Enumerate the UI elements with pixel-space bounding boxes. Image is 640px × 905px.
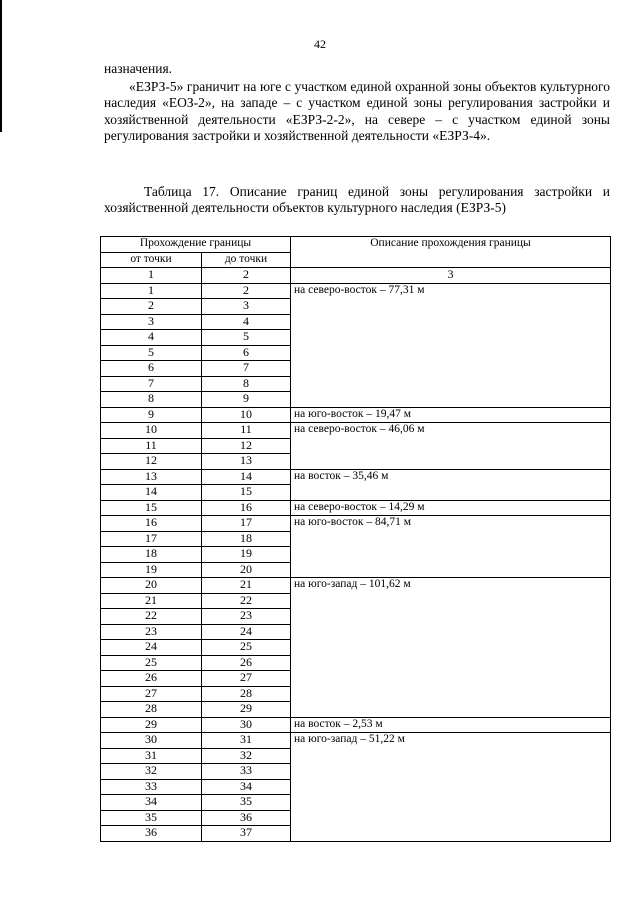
from-point-cell: 2 [101,299,202,315]
table-row [101,733,611,749]
to-point-cell: 28 [202,686,291,702]
from-point-cell: 23 [101,624,202,640]
to-point-cell: 36 [202,810,291,826]
from-point-cell: 4 [101,330,202,346]
to-point-cell: 35 [202,795,291,811]
from-point-cell: 21 [101,593,202,609]
from-point-cell: 10 [101,423,202,439]
from-point-cell: 29 [101,717,202,733]
table-row [101,469,611,485]
column-number-1: 1 [101,268,202,284]
from-point-cell: 35 [101,810,202,826]
from-point-cell: 7 [101,376,202,392]
table-caption: Таблица 17. Описание границ единой зоны регулирования застройки и хозяйственной деятельности объектов культурного наследия (ЕЗРЗ-5) [104,184,610,216]
from-point-cell: 18 [101,547,202,563]
to-point-cell: 34 [202,779,291,795]
from-point-cell: 9 [101,407,202,423]
from-point-cell: 28 [101,702,202,718]
table-row [101,717,611,733]
from-point-cell: 5 [101,345,202,361]
from-point-cell: 22 [101,609,202,625]
to-point-cell: 22 [202,593,291,609]
description-cell: на юго-запад – 101,62 м [291,578,611,718]
to-point-cell: 18 [202,531,291,547]
to-point-cell: 26 [202,655,291,671]
to-point-cell: 19 [202,547,291,563]
from-point-cell: 14 [101,485,202,501]
to-point-cell: 2 [202,283,291,299]
header-row-1 [101,237,611,253]
to-point-cell: 11 [202,423,291,439]
to-point-cell: 3 [202,299,291,315]
to-point-cell: 15 [202,485,291,501]
to-point-cell: 10 [202,407,291,423]
margin-line [0,0,2,132]
to-point-cell: 29 [202,702,291,718]
from-point-cell: 16 [101,516,202,532]
to-point-cell: 4 [202,314,291,330]
continuation-text: назначения. [104,61,173,76]
to-point-cell: 30 [202,717,291,733]
from-point-cell: 17 [101,531,202,547]
to-point-cell: 27 [202,671,291,687]
table-row [101,407,611,423]
description-cell: на юго-восток – 84,71 м [291,516,611,578]
to-point-cell: 21 [202,578,291,594]
from-point-cell: 13 [101,469,202,485]
from-point-cell: 36 [101,826,202,842]
header-passage: Прохождение границы [101,237,291,253]
to-point-cell: 32 [202,748,291,764]
table-row [101,283,611,299]
to-point-cell: 24 [202,624,291,640]
column-number-row [101,268,611,284]
header-description: Описание прохождения границы [291,237,611,268]
boundary-table-body [101,237,611,842]
description-cell: на северо-восток – 46,06 м [291,423,611,470]
boundary-table [100,236,611,842]
description-cell: на восток – 35,46 м [291,469,611,500]
from-point-cell: 12 [101,454,202,470]
from-point-cell: 27 [101,686,202,702]
to-point-cell: 33 [202,764,291,780]
description-cell: на северо-восток – 77,31 м [291,283,611,407]
to-point-cell: 7 [202,361,291,377]
from-point-cell: 11 [101,438,202,454]
from-point-cell: 30 [101,733,202,749]
from-point-cell: 24 [101,640,202,656]
to-point-cell: 13 [202,454,291,470]
table-row [101,500,611,516]
to-point-cell: 9 [202,392,291,408]
from-point-cell: 31 [101,748,202,764]
header-from: от точки [101,252,202,268]
description-cell: на юго-восток – 19,47 м [291,407,611,423]
to-point-cell: 12 [202,438,291,454]
to-point-cell: 25 [202,640,291,656]
to-point-cell: 37 [202,826,291,842]
from-point-cell: 34 [101,795,202,811]
table-row [101,516,611,532]
to-point-cell: 16 [202,500,291,516]
table-row [101,578,611,594]
header-to: до точки [202,252,291,268]
from-point-cell: 15 [101,500,202,516]
to-point-cell: 6 [202,345,291,361]
column-number-2: 2 [202,268,291,284]
from-point-cell: 19 [101,562,202,578]
to-point-cell: 8 [202,376,291,392]
to-point-cell: 14 [202,469,291,485]
to-point-cell: 17 [202,516,291,532]
from-point-cell: 8 [101,392,202,408]
to-point-cell: 20 [202,562,291,578]
to-point-cell: 31 [202,733,291,749]
description-cell: на восток – 2,53 м [291,717,611,733]
from-point-cell: 33 [101,779,202,795]
from-point-cell: 25 [101,655,202,671]
from-point-cell: 1 [101,283,202,299]
from-point-cell: 6 [101,361,202,377]
table-row [101,423,611,439]
from-point-cell: 26 [101,671,202,687]
to-point-cell: 5 [202,330,291,346]
column-number-3: 3 [291,268,611,284]
to-point-cell: 23 [202,609,291,625]
from-point-cell: 3 [101,314,202,330]
from-point-cell: 20 [101,578,202,594]
from-point-cell: 32 [101,764,202,780]
boundary-paragraph: «ЕЗРЗ-5» граничит на юге с участком единой охранной зоны объектов культурного наследия «ЕОЗ-2», на западе – с участком единой зоны регулирования застройки и хозяйственной деятельности «ЕЗРЗ-2-2», на севере – с участком единой зоны регулирования застройки и хозяйственной деятельности «ЕЗРЗ-4». [104,79,610,143]
description-cell: на юго-запад – 51,22 м [291,733,611,842]
description-cell: на северо-восток – 14,29 м [291,500,611,516]
page-number: 42 [314,37,326,51]
